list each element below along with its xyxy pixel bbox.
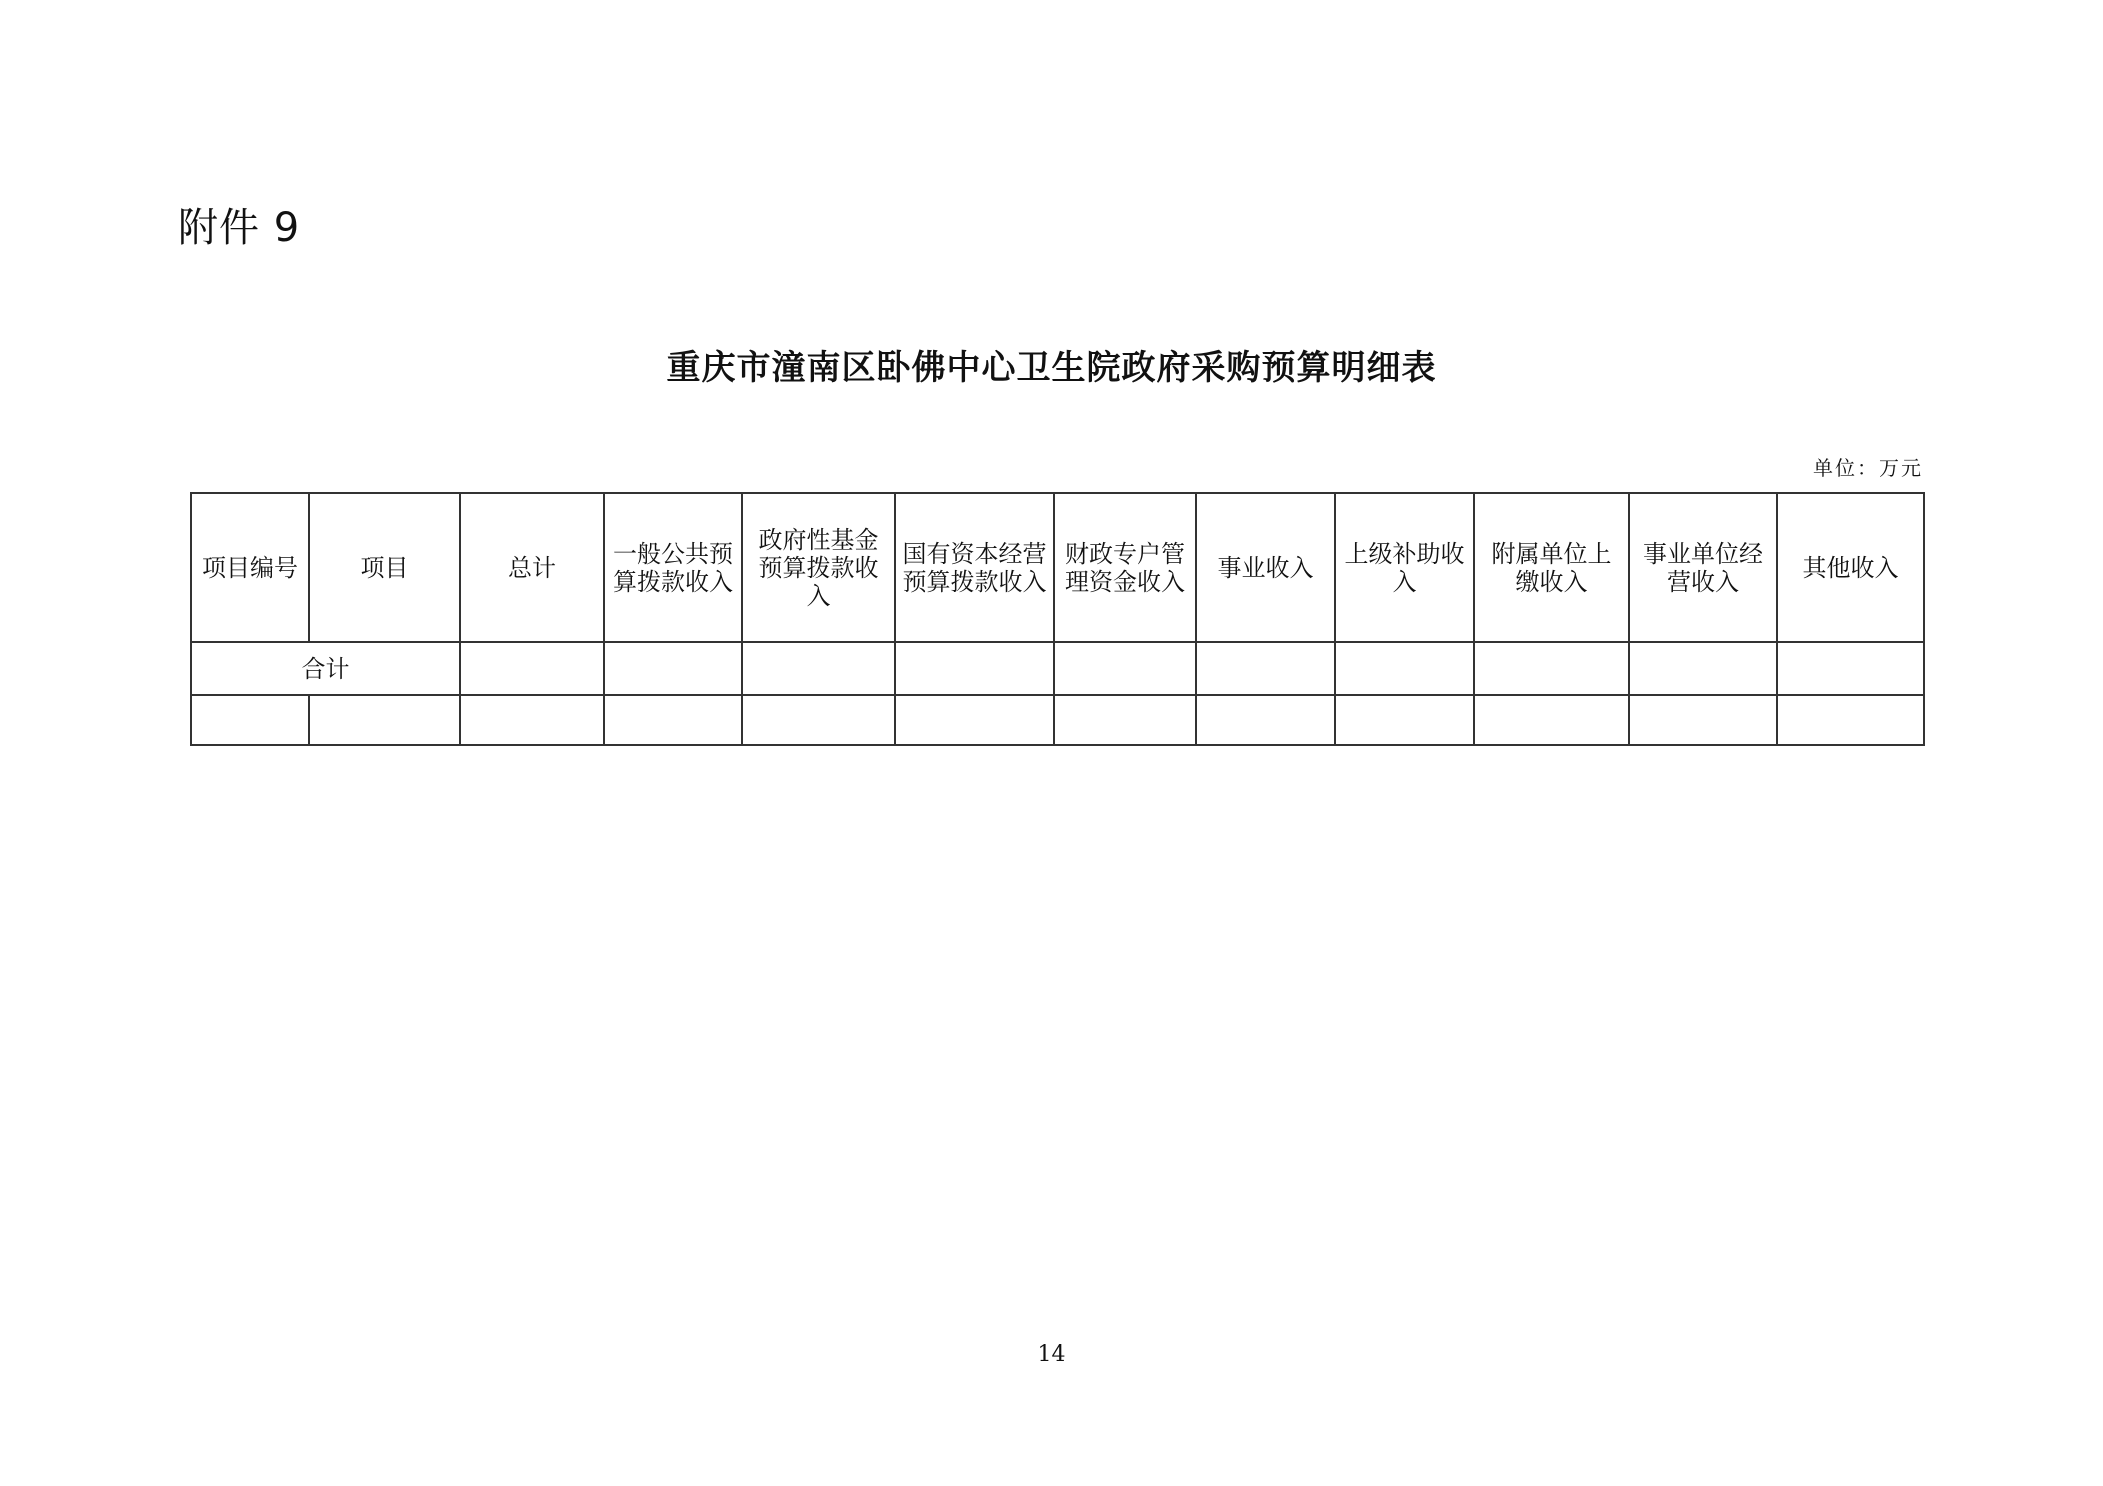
table-cell [1335, 695, 1474, 745]
total-cell [1335, 642, 1474, 695]
header-operating-income: 事业单位经营收入 [1629, 493, 1777, 642]
table-cell [309, 695, 460, 745]
header-row [191, 493, 1924, 642]
total-cell [1777, 642, 1924, 695]
table-cell [1054, 695, 1196, 745]
total-cell [1196, 642, 1335, 695]
unit-label: 单位：万元 [1813, 456, 1923, 480]
header-business-income: 事业收入 [1196, 493, 1335, 642]
header-affiliated-unit-income: 附属单位上缴收入 [1474, 493, 1629, 642]
header-general-public-budget: 一般公共预算拨款收入 [604, 493, 742, 642]
document-title: 重庆市潼南区卧佛中心卫生院政府采购预算明细表 [666, 348, 1437, 388]
total-cell [895, 642, 1054, 695]
header-government-fund-budget: 政府性基金预算拨款收入 [742, 493, 895, 642]
table-cell [1777, 695, 1924, 745]
table-cell [1474, 695, 1629, 745]
header-project: 项目 [309, 493, 460, 642]
total-cell [1054, 642, 1196, 695]
table-cell [604, 695, 742, 745]
total-row [191, 642, 1924, 695]
total-cell [604, 642, 742, 695]
budget-table [190, 492, 1925, 746]
total-cell [742, 642, 895, 695]
header-superior-subsidy: 上级补助收入 [1335, 493, 1474, 642]
header-grand-total: 总计 [460, 493, 604, 642]
attachment-label: 附件 9 [178, 205, 301, 251]
header-other-income: 其他收入 [1777, 493, 1924, 642]
total-label: 合计 [191, 642, 460, 695]
page-number: 14 [1037, 1342, 1066, 1367]
table-cell [742, 695, 895, 745]
header-project-code: 项目编号 [191, 493, 309, 642]
table-row [191, 695, 1924, 745]
header-state-capital-budget: 国有资本经营预算拨款收入 [895, 493, 1054, 642]
table-cell [895, 695, 1054, 745]
total-cell [460, 642, 604, 695]
total-cell [1629, 642, 1777, 695]
table-cell [191, 695, 309, 745]
table-cell [1629, 695, 1777, 745]
table-cell [460, 695, 604, 745]
table-cell [1196, 695, 1335, 745]
total-cell [1474, 642, 1629, 695]
header-fiscal-special-account: 财政专户管理资金收入 [1054, 493, 1196, 642]
